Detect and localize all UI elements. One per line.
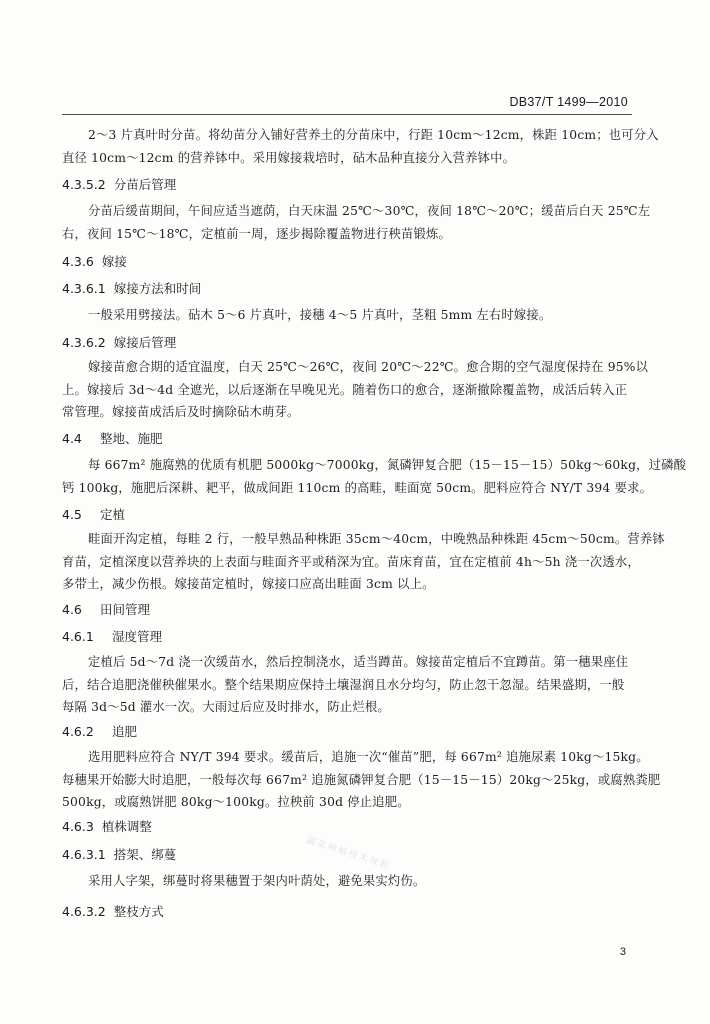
paragraph-4-6-3-1 <box>62 870 632 893</box>
paragraph-line: 定植后 5d～7d 浇一次缓苗水，然后控制浇水，适当蹲苗。嫁接苗定植后不宜蹲苗。第一穗果座住 <box>88 655 629 669</box>
section-number: 4.6.2 <box>62 724 94 739</box>
section-title: 田间管理 <box>100 602 151 617</box>
section-heading-4-6-3 <box>62 818 632 836</box>
section-heading-4-4 <box>62 430 632 448</box>
section-number: 4.3.6.1 <box>62 281 106 296</box>
page-number: 3 <box>619 946 626 958</box>
paragraph-line: 选用肥料应符合 NY/T 394 要求。缓苗后，追施一次“催苗”肥，每 667m² 追施尿素 10kg～15kg。 <box>88 750 649 764</box>
section-heading-4-6 <box>62 601 632 619</box>
paragraph-4-4 <box>62 454 687 499</box>
section-heading-4-3-6-1 <box>62 280 632 298</box>
paragraph-line: 直径 10cm～12cm 的营养钵中。采用嫁接栽培时，砧木品种直接分入营养钵中。 <box>62 150 516 165</box>
paragraph-line: 500kg，或腐熟饼肥 80kg～100kg。拉秧前 30d 停止追肥。 <box>62 795 410 809</box>
section-number: 4.3.6.2 <box>62 335 106 350</box>
section-heading-4-3-5-2 <box>62 176 632 194</box>
paragraph-line: 一般采用劈接法。砧木 5～6 片真叶，接穗 4～5 片真叶，茎粗 5mm 左右时嫁接。 <box>88 308 552 322</box>
section-title: 追肥 <box>112 724 138 739</box>
section-number: 4.4 <box>62 431 82 446</box>
section-number: 4.3.5.2 <box>62 177 106 192</box>
paragraph-line: 上。嫁接后 3d～4d 全遮光，以后逐渐在早晚见光。随着伤口的愈合，逐渐撤除覆盖物，成活后转入正 <box>62 382 628 397</box>
paragraph-line: 采用人字架，绑蔓时将果穗置于架内叶荫处，避免果实灼伤。 <box>88 874 426 888</box>
paragraph-4-6-2 <box>62 746 661 814</box>
paragraph-seedling-division <box>62 124 659 169</box>
section-title: 嫁接后管理 <box>113 335 177 350</box>
paragraph-4-6-1 <box>62 651 632 719</box>
section-number: 4.5 <box>62 507 82 522</box>
section-title: 植株调整 <box>101 819 152 834</box>
paragraph-line: 每穗果开始膨大时追肥，一般每次每 667m² 追施氮磷钾复合肥（15－15－15）20kg～25kg，或腐熟粪肥 <box>62 772 661 787</box>
section-title: 整地、施肥 <box>100 431 163 446</box>
section-number: 4.6 <box>62 602 82 617</box>
paragraph-4-3-5-2 <box>62 200 651 245</box>
paragraph-4-5 <box>62 528 665 596</box>
paragraph-line: 常管理。嫁接苗成活后及时摘除砧木萌芽。 <box>62 405 300 419</box>
section-number: 4.6.3.1 <box>62 847 106 862</box>
section-number: 4.3.6 <box>62 254 94 269</box>
section-title: 分苗后管理 <box>113 177 177 192</box>
section-heading-4-3-6 <box>62 253 632 271</box>
watermark: 蔬菜种植技术规程 <box>305 835 392 873</box>
standard-code: DB37/T 1499—2010 <box>509 95 628 109</box>
paragraph-line: 右，夜间 15℃～18℃，定植前一周，逐步揭除覆盖物进行秧苗锻炼。 <box>62 226 452 241</box>
paragraph-line: 嫁接苗愈合期的适宜温度，白天 25℃～26℃，夜间 20℃～22℃。愈合期的空气湿度保持在 95%以 <box>88 360 649 374</box>
section-title: 湿度管理 <box>112 629 163 644</box>
section-heading-4-3-6-2 <box>62 334 632 352</box>
section-number: 4.6.1 <box>62 629 94 644</box>
section-title: 嫁接方法和时间 <box>113 281 202 296</box>
paragraph-line: 钙 100kg，施肥后深耕、耙平，做成间距 110cm 的高畦，畦面宽 50cm。肥料应符合 NY/T 394 要求。 <box>62 480 653 495</box>
paragraph-line: 育苗，定植深度以营养块的上表面与畦面齐平或稍深为宜。苗床育苗，宜在定植前 4h～5h 浇一次透水， <box>62 554 640 569</box>
paragraph-line: 2～3 片真叶时分苗。将幼苗分入铺好营养土的分苗床中，行距 10cm～12cm，株距 10cm；也可分入 <box>88 128 659 142</box>
section-heading-4-6-3-2 <box>62 903 632 921</box>
section-title: 嫁接 <box>101 254 127 269</box>
section-heading-4-5 <box>62 506 632 524</box>
section-title: 整枝方式 <box>113 904 164 919</box>
section-heading-4-6-1 <box>62 628 632 646</box>
paragraph-line: 畦面开沟定植，每畦 2 行，一般早熟品种株距 35cm～40cm，中晚熟品种株距 45cm～50cm。营养钵 <box>88 532 665 546</box>
paragraph-line: 每隔 3d～5d 灌水一次。大雨过后应及时排水，防止烂根。 <box>62 700 390 714</box>
paragraph-line: 后，结合追肥浇催秧催果水。整个结果期应保持土壤湿润且水分均匀，防止忽干忽湿。结果盛期，一般 <box>62 677 625 692</box>
section-number: 4.6.3.2 <box>62 904 106 919</box>
paragraph-4-3-6-1 <box>62 304 632 327</box>
section-title: 定植 <box>100 507 126 522</box>
section-heading-4-6-2 <box>62 723 632 741</box>
header-rule <box>62 114 632 115</box>
section-title: 搭架、绑蔓 <box>113 847 177 862</box>
paragraph-line: 每 667m² 施腐熟的优质有机肥 5000kg～7000kg，氮磷钾复合肥（15－15－15）50kg～60kg，过磷酸 <box>88 458 687 472</box>
section-number: 4.6.3 <box>62 819 94 834</box>
paragraph-line: 多带土，减少伤根。嫁接苗定植时，嫁接口应高出畦面 3cm 以上。 <box>62 577 435 591</box>
paragraph-4-3-6-2 <box>62 356 649 424</box>
paragraph-line: 分苗后缓苗期间，午间应适当遮荫，白天床温 25℃～30℃，夜间 18℃～20℃；缓苗后白天 25℃左 <box>88 204 651 218</box>
